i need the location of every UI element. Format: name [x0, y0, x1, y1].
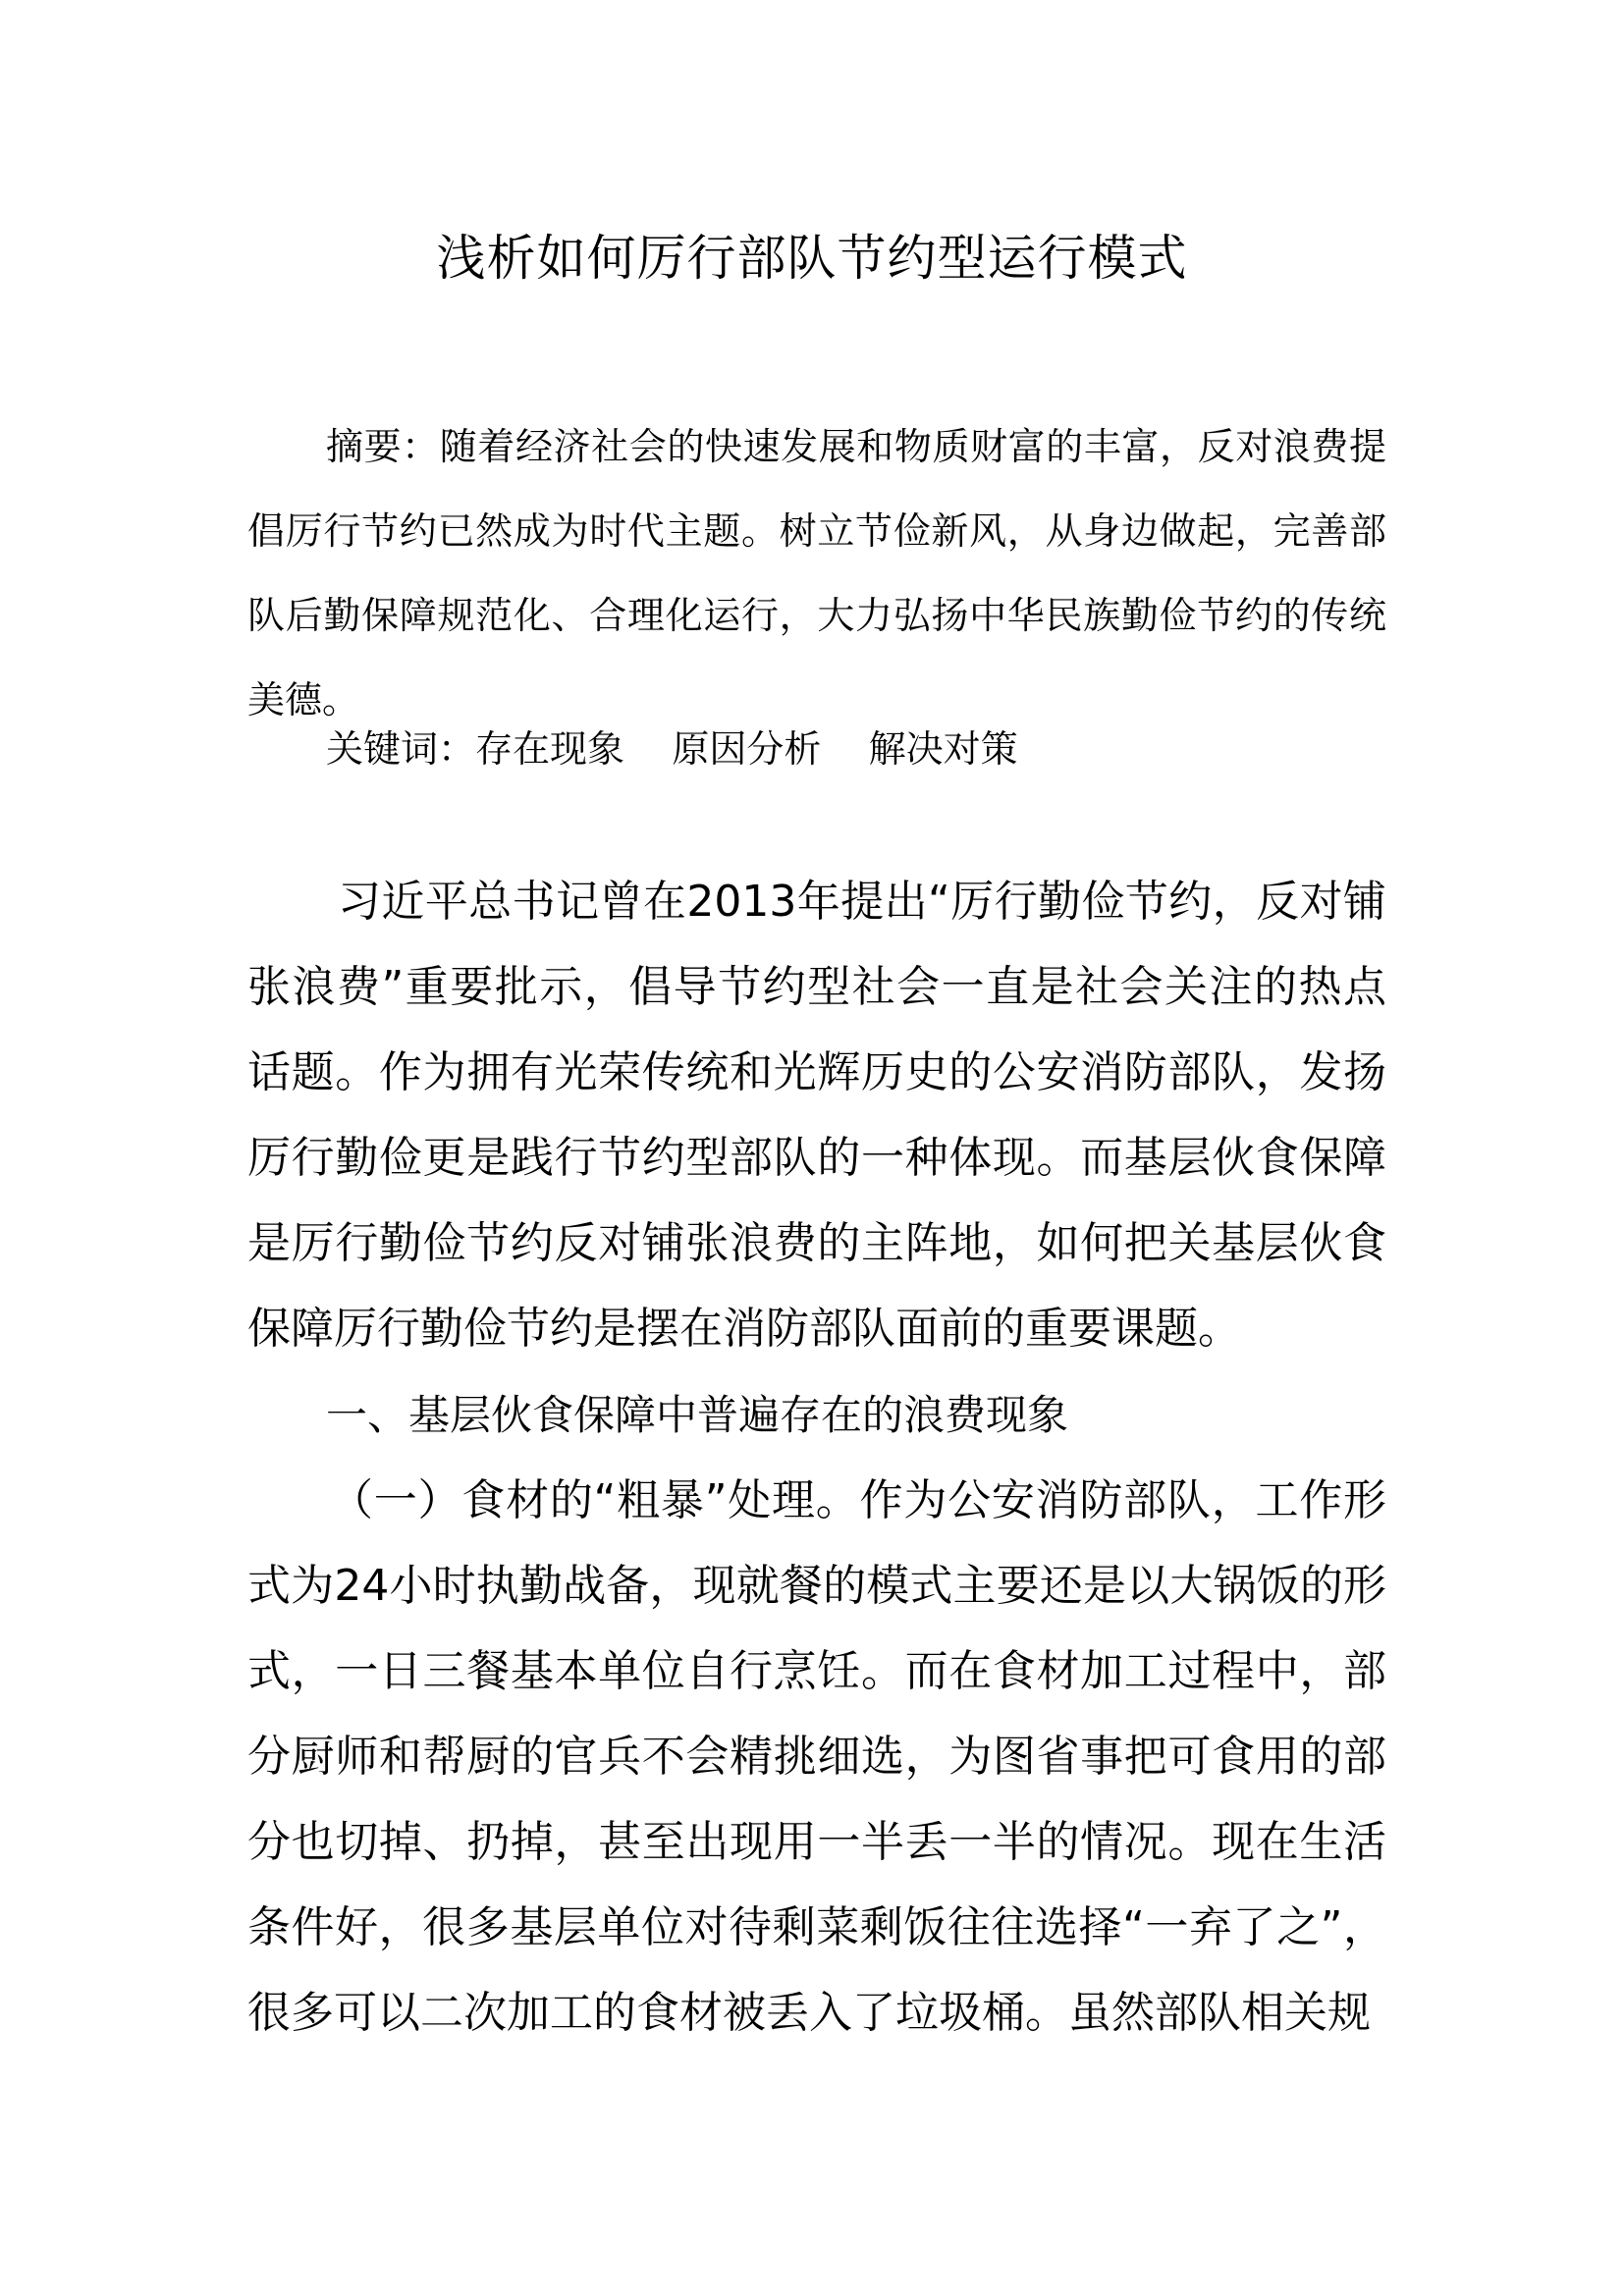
body-paragraph-intro: 习近平总书记曾在2013年提出“厉行勤俭节约，反对铺张浪费”重要批示，倡导节约型社会一直是社会关注的热点话题。作为拥有光荣传统和光辉历史的公安消防部队，发扬厉行勤俭更是践行节约型部队的一种体现。而基层伙食保障是厉行勤俭节约反对铺张浪费的主阵地，如何把关基层伙食保障厉行勤俭节约是摆在消防部队面前的重要课题。 [247, 877, 1386, 1354]
document-title: 浅析如何厉行部队节约型运行模式 [436, 230, 1188, 287]
section-heading-1: 一、基层伙食保障中普遍存在的浪费现象 [326, 1391, 1069, 1439]
keywords-line: 关键词：存在现象 原因分析 解决对策 [326, 727, 1018, 771]
subsection-paragraph-1: （一）食材的“粗暴”处理。作为公安消防部队，工作形式为24小时执勤战备，现就餐的模式主要还是以大锅饭的形式，一日三餐基本单位自行烹饪。而在食材加工过程中，部分厨师和帮厨的官兵不会精挑细选，为图省事把可食用的部分也切掉、扔掉，甚至出现用一半丢一半的情况。现在生活条件好，很多基层单位对待剩菜剩饭往往选择“一弃了之”，很多可以二次加工的食材被丢入了垃圾桶。虽然部队相关规 [247, 1475, 1386, 2038]
abstract-paragraph: 摘要：随着经济社会的快速发展和物质财富的丰富，反对浪费提倡厉行节约已然成为时代主题。树立节俭新风，从身边做起，完善部队后勤保障规范化、合理化运行，大力弘扬中华民族勤俭节约的传统美德。 [247, 425, 1386, 721]
